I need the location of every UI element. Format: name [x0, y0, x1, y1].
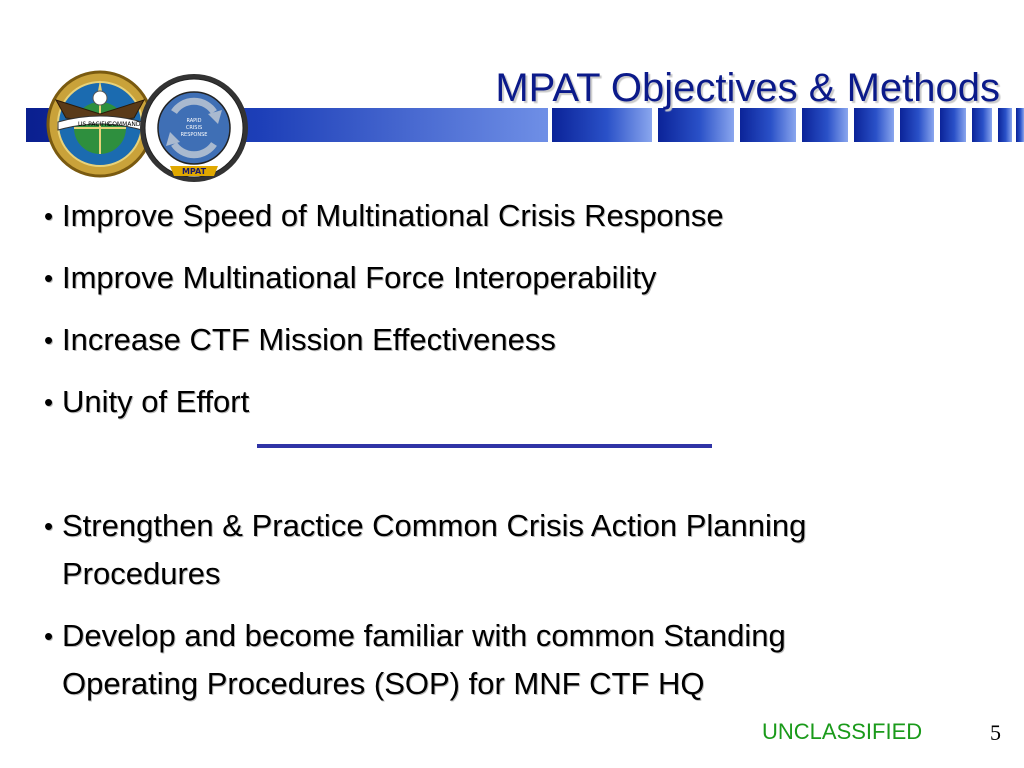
bullet-item: • Improve Speed of Multinational Crisis Response [44, 198, 724, 233]
section-divider [257, 444, 712, 448]
bullet-text: Increase CTF Mission Effectiveness [62, 322, 556, 357]
bullet-item: • Develop and become familiar with common Standing Operating Procedures (SOP) for MNF CTF HQ [44, 618, 786, 701]
bullet-text: Unity of Effort [62, 384, 250, 419]
pacom-text-left: US PACIFIC [78, 121, 111, 128]
bullet-text: Improve Multinational Force Interoperability [62, 260, 657, 295]
bullet-list [44, 192, 944, 708]
bullet-item: • Unity of Effort [44, 384, 250, 419]
bullet-item: • Strengthen & Practice Common Crisis Action Planning Procedures [44, 508, 807, 591]
bullet-item: • Increase CTF Mission Effectiveness [44, 322, 556, 357]
bullet-text: Strengthen & Practice Common Crisis Action Planning Procedures [62, 508, 807, 591]
page-title: MPAT Objectives & Methods [495, 66, 1000, 110]
bullet-text: Improve Speed of Multinational Crisis Response [62, 198, 724, 233]
mpat-center-text: RAPID [186, 118, 202, 124]
pacom-text-right: COMMAND [108, 121, 141, 128]
mpat-banner: MPAT [181, 167, 207, 176]
svg-text:CRISIS: CRISIS [185, 125, 203, 131]
bullet-item: • Improve Multinational Force Interoperability [44, 260, 657, 295]
page-number: 5 [990, 720, 1001, 745]
bullet-text: Develop and become familiar with common Standing Operating Procedures (SOP) for MNF CTF HQ [62, 618, 786, 701]
classification-label: UNCLASSIFIED [762, 719, 923, 744]
svg-text:RESPONSE: RESPONSE [180, 132, 208, 138]
